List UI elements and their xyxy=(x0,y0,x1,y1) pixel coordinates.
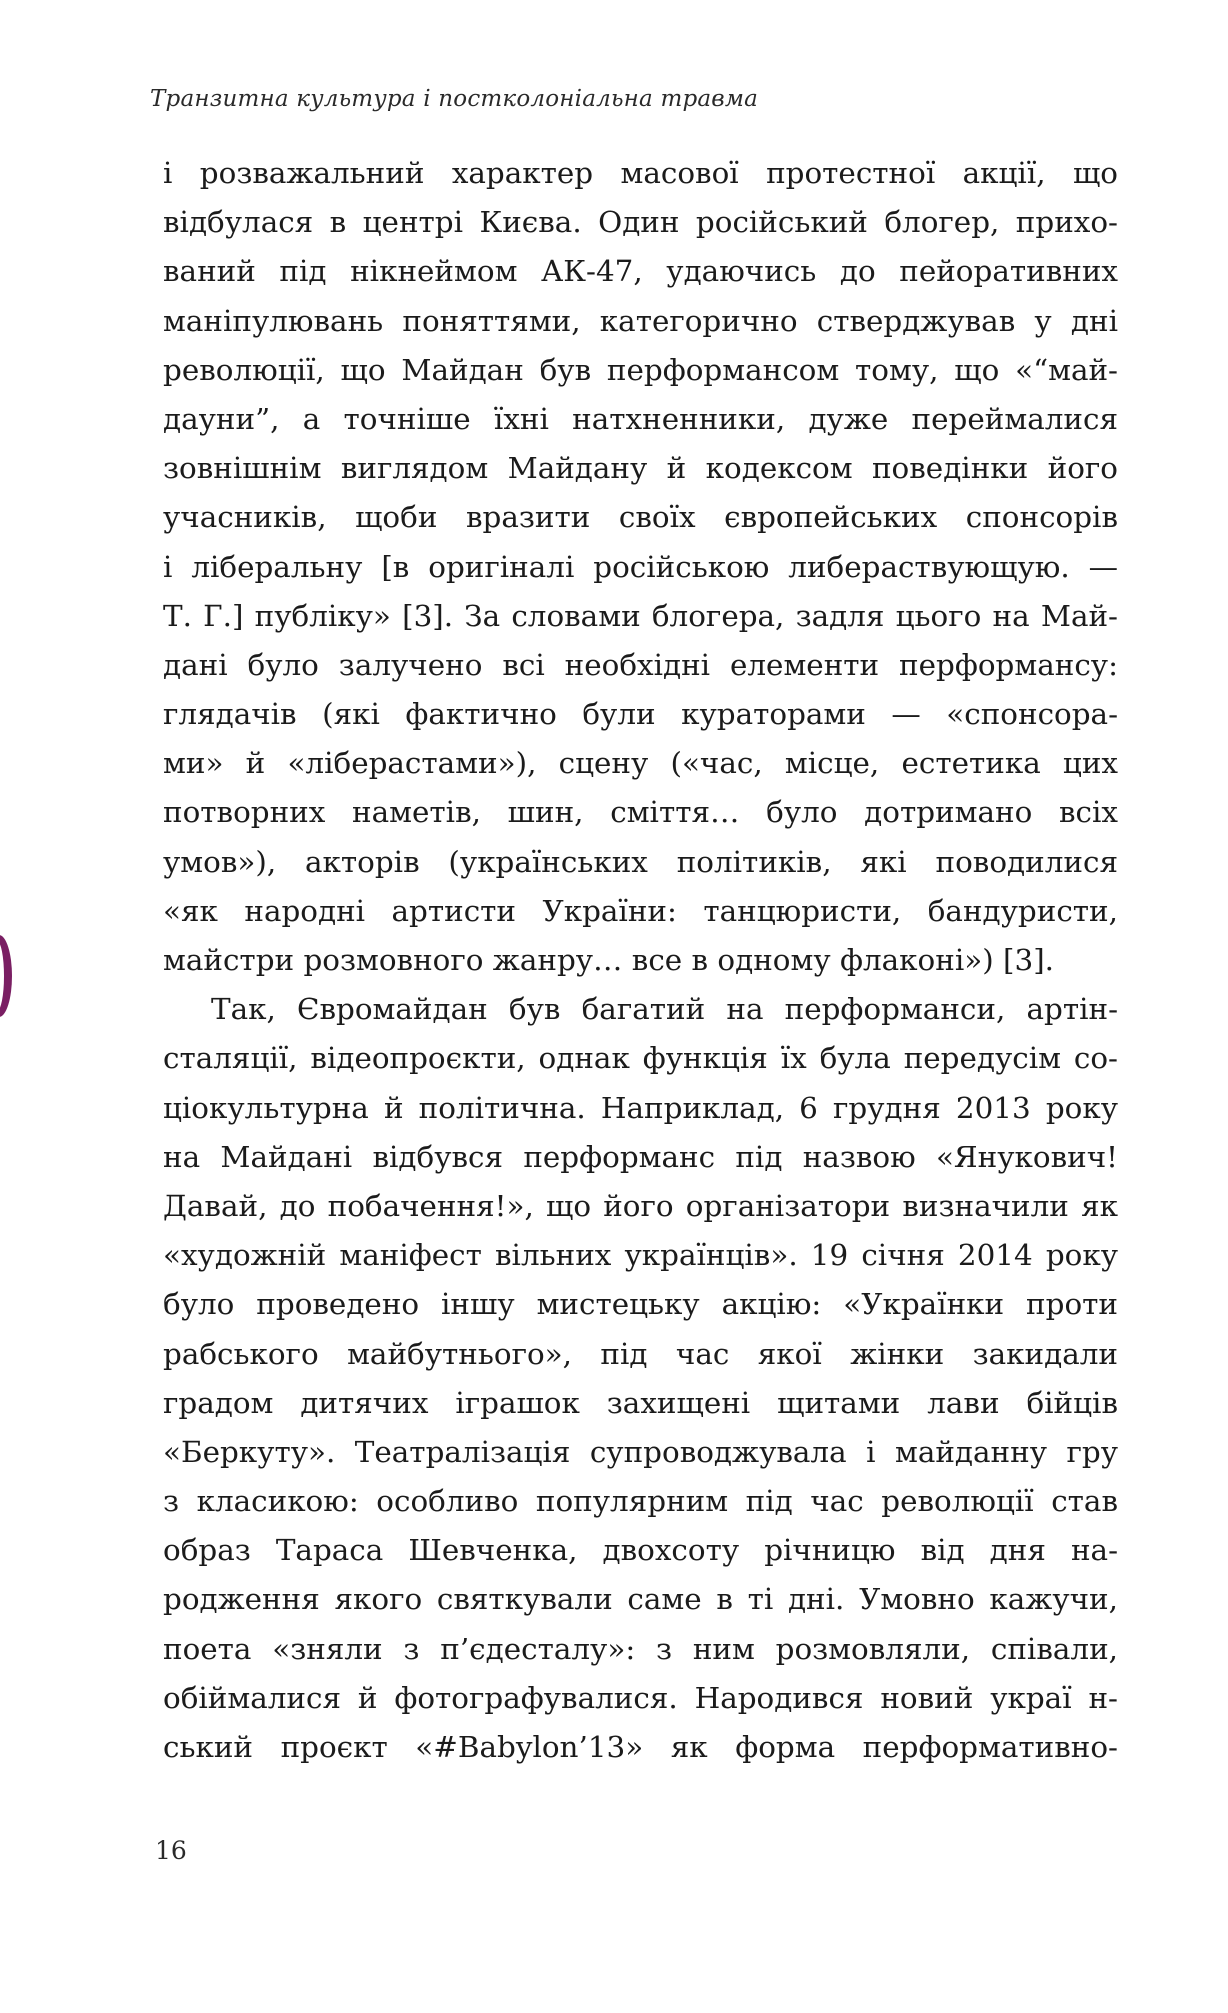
text-line: поета «зняли з п’єдесталу»: з ним розмовляли, співали, xyxy=(163,1631,1118,1666)
text-line: «як народні артисти України: танцюристи, бандуристи, xyxy=(163,893,1118,928)
text-line: маніпулювань поняттями, категорично стверджував у дні xyxy=(163,303,1118,338)
text-line: з класикою: особливо популярним під час революції став xyxy=(163,1484,1118,1519)
text-line: глядачів (які фактично були кураторами — «спонсора- xyxy=(163,697,1118,732)
text-line: образ Тараса Шевченка, двохсоту річницю від дня на- xyxy=(163,1533,1118,1568)
text-line: і розважальний характер масової протестної акції, що xyxy=(163,156,1118,190)
text-line: Давай, до побачення!», що його організатори визначили як xyxy=(163,1188,1118,1223)
text-line: було проведено іншу мистецьку акцію: «Українки проти xyxy=(163,1287,1118,1322)
text-line: умов»), акторів (українських політиків, які поводилися xyxy=(163,844,1118,879)
running-head: Транзитна культура і постколоніальна травма xyxy=(150,86,759,112)
text-line: Т. Г.] публіку» [3]. За словами блогера, задля цього на Май- xyxy=(163,598,1118,633)
text-line: потворних наметів, шин, сміття… було дотримано всіх xyxy=(163,795,1118,830)
page-number: 16 xyxy=(155,1836,187,1865)
text-line: на Майдані відбувся перформанс під назвою «Янукович! xyxy=(163,1139,1118,1174)
text-line: сталяції, відеопроєкти, однак функція їх була передусім со- xyxy=(163,1041,1118,1076)
text-line: Так, Євромайдан був багатий на перформанси, артін- xyxy=(211,992,1118,1027)
text-line: революції, що Майдан був перформансом тому, що «“май- xyxy=(163,352,1118,387)
text-line: майстри розмовного жанру… все в одному флаконі») [3]. xyxy=(163,943,1055,977)
text-line: і ліберальну [в оригіналі російською либераствующую. — xyxy=(163,549,1118,584)
text-line: «художній маніфест вільних українців». 19 січня 2014 року xyxy=(163,1238,1118,1273)
text-line: градом дитячих іграшок захищені щитами лави бійців xyxy=(163,1385,1118,1420)
text-line: зовнішнім виглядом Майдану й кодексом поведінки його xyxy=(163,451,1118,486)
text-line: родження якого святкували саме в ті дні. Умовно кажучи, xyxy=(163,1582,1118,1617)
text-line: ський проєкт «#Babylon’13» як форма перформативно- xyxy=(163,1730,1118,1764)
text-line: учасників, щоби вразити своїх європейських спонсорів xyxy=(163,500,1118,535)
page-edge-bookmark xyxy=(0,935,12,1017)
text-line: ми» й «ліберастами»), сцену («час, місце, естетика цих xyxy=(163,746,1118,781)
text-line: обіймалися й фотографувалися. Народився новий украї н- xyxy=(163,1680,1118,1715)
body-text xyxy=(163,149,1118,1772)
text-line: дауни”, а точніше їхні натхненники, дуже переймалися xyxy=(163,401,1118,436)
text-line: ціокультурна й політична. Наприклад, 6 грудня 2013 року xyxy=(163,1090,1118,1125)
text-line: відбулася в центрі Києва. Один російський блогер, прихо- xyxy=(163,205,1118,240)
text-line: «Беркуту». Театралізація супроводжувала і майданну гру xyxy=(163,1434,1118,1469)
text-line: рабського майбутнього», під час якої жінки закидали xyxy=(163,1336,1118,1371)
text-line: дані було залучено всі необхідні елементи перформансу: xyxy=(163,647,1118,682)
text-line: ваний під нікнеймом АК-47, удаючись до пейоративних xyxy=(163,254,1118,289)
